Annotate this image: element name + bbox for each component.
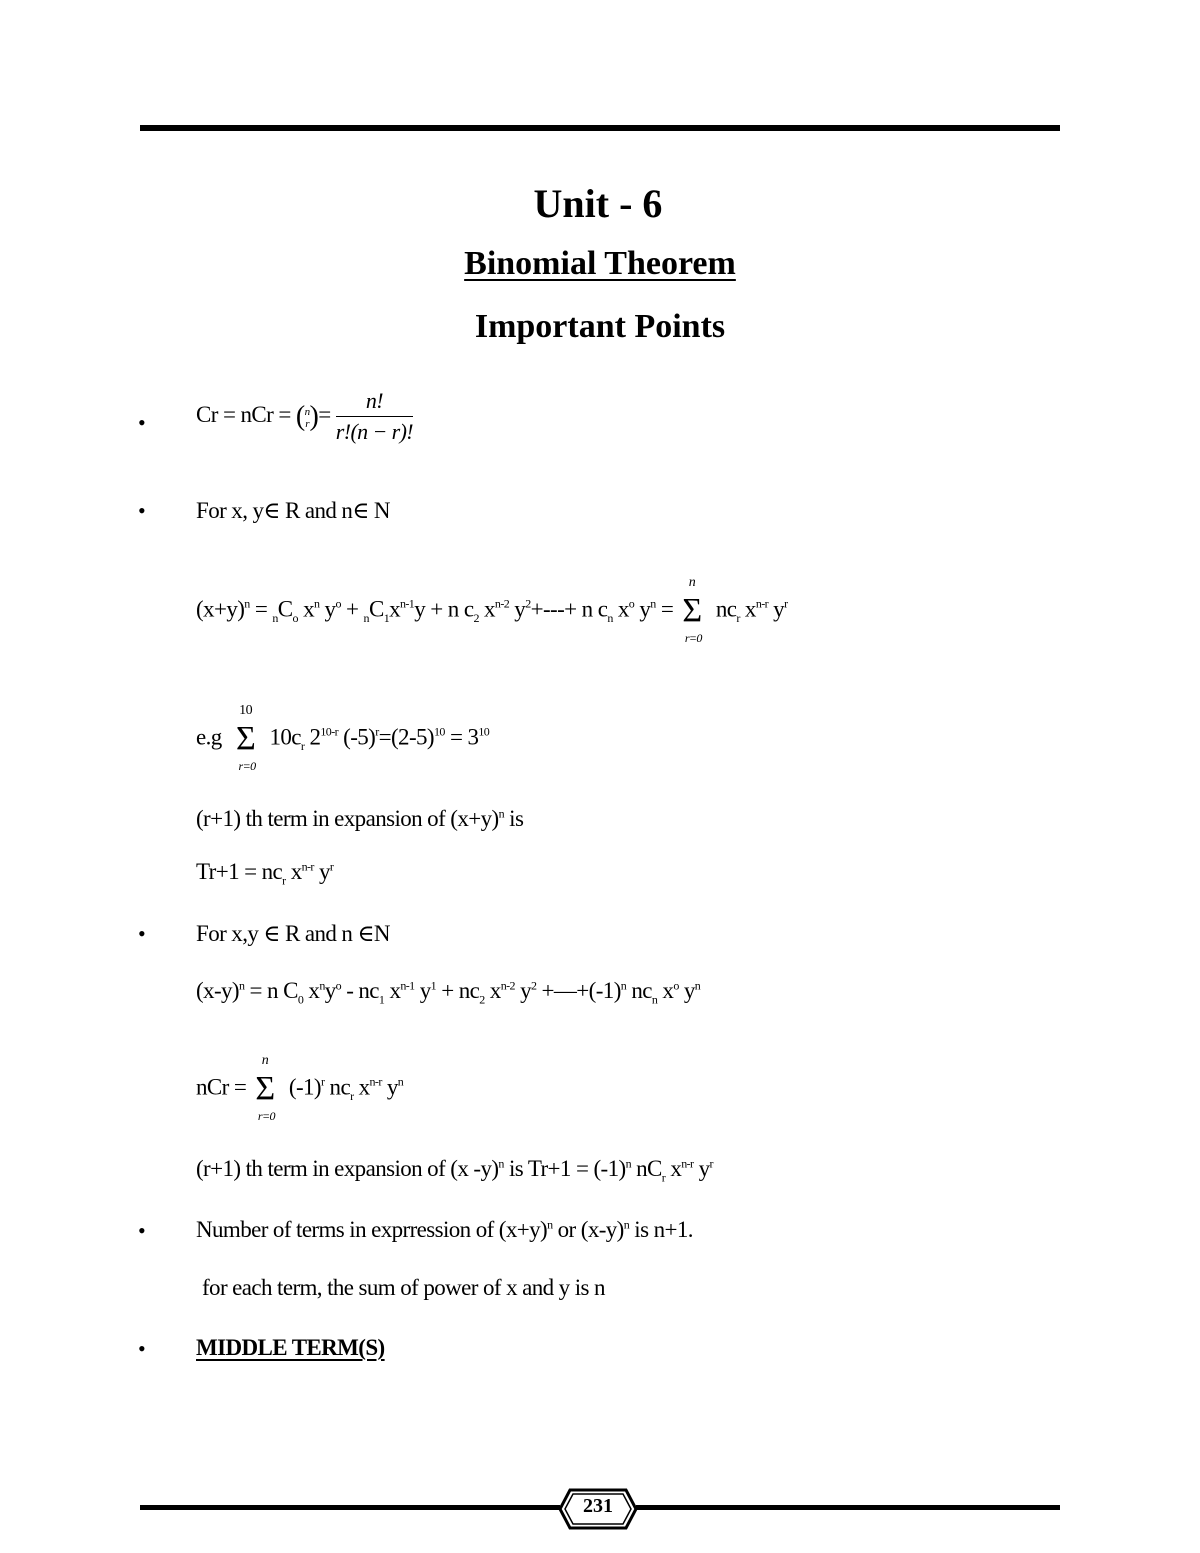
general-term-text-2: (r+1) th term in expansion of (x -y)$^n$ is $Tr+1 = (-1)^n$ $nC_r$ $x^{n-r}$ $y^r$ — [196, 1156, 713, 1185]
top-rule — [140, 125, 1060, 131]
general-term-text-1: (r+1) th term in expansion of $(x+y)^n$ is — [196, 806, 524, 831]
number-of-terms: Number of terms in exprression of $(x+y)^n$ or $(x-y)^n$ is n+1. — [196, 1217, 693, 1242]
bottom-rule-left — [140, 1505, 560, 1510]
bullet-4: • — [138, 1218, 146, 1243]
binomial-coefficient: (n r) — [295, 400, 319, 432]
expansion-formula: $(x+y)^n = _nC_o$ $x^n$ $y^o + _nC_1x^{n-1}y + n$ $c_2$ $x^{n-2}$ $y^2+---+ n$ $c_n$ $x^o$ $y^n = \Sigma$ n r=0 $nc_r$ $x^{n-r}$ $y^r$ — [196, 575, 788, 645]
bullet-1: • — [138, 410, 146, 435]
formula-ncr-definition: Cr = nCr = (n r)= $\frac{n!}{r!(n - r)!}$ — [196, 388, 414, 444]
unit-title: Unit - 6 — [533, 181, 663, 226]
factorial-fraction: $\frac{n!}{r!(n - r)!}$ — [335, 388, 414, 444]
sum-symbol: Σ 10 r=0 — [235, 703, 256, 773]
condition-line-2: For x,y ∈ R and n ∈N — [196, 921, 390, 946]
chapter-title: Binomial Theorem — [464, 245, 736, 282]
example-formula: e.g Σ 10 r=0 $10c_r$ 2$^{10-r}$ $(-5)^r=(2-5)^{10} = 3^{10}$ — [196, 703, 490, 773]
power-sum-note: for each term, the sum of power of x and y is n — [202, 1275, 605, 1300]
condition-line-1: For x, y∈ R and n∈ N — [196, 498, 390, 523]
bullet-3: • — [138, 921, 146, 946]
bullet-2: • — [138, 498, 146, 523]
bullet-5: • — [138, 1336, 146, 1361]
sum-minus-formula: nCr = Σ n r=0 $(-1)^r$ $nc_r$ $x^{n-r}$ $y^n$ — [196, 1053, 404, 1123]
middle-terms-heading: MIDDLE TERM(S) — [196, 1335, 385, 1360]
bottom-rule-right — [636, 1505, 1060, 1510]
expansion-minus-formula: $(x-y)^n = n$ $C_0$ $x^ny^o - nc_1$ $x^{n-1}$ $y^1 + nc_2$ $x^{n-2}$ $y^2$ $+—+(-1)^n$ $nc_n$ $x^o$ $y^n$ — [196, 978, 701, 1007]
sum-symbol: Σ n r=0 — [255, 1053, 275, 1123]
general-term-formula-1: $Tr+1 = nc_r$ $x^{n-r}$ $y^r$ — [196, 859, 334, 888]
sum-symbol: Σ n r=0 — [682, 575, 702, 645]
page-number: 231 — [583, 1495, 613, 1517]
section-title: Important Points — [474, 308, 726, 345]
